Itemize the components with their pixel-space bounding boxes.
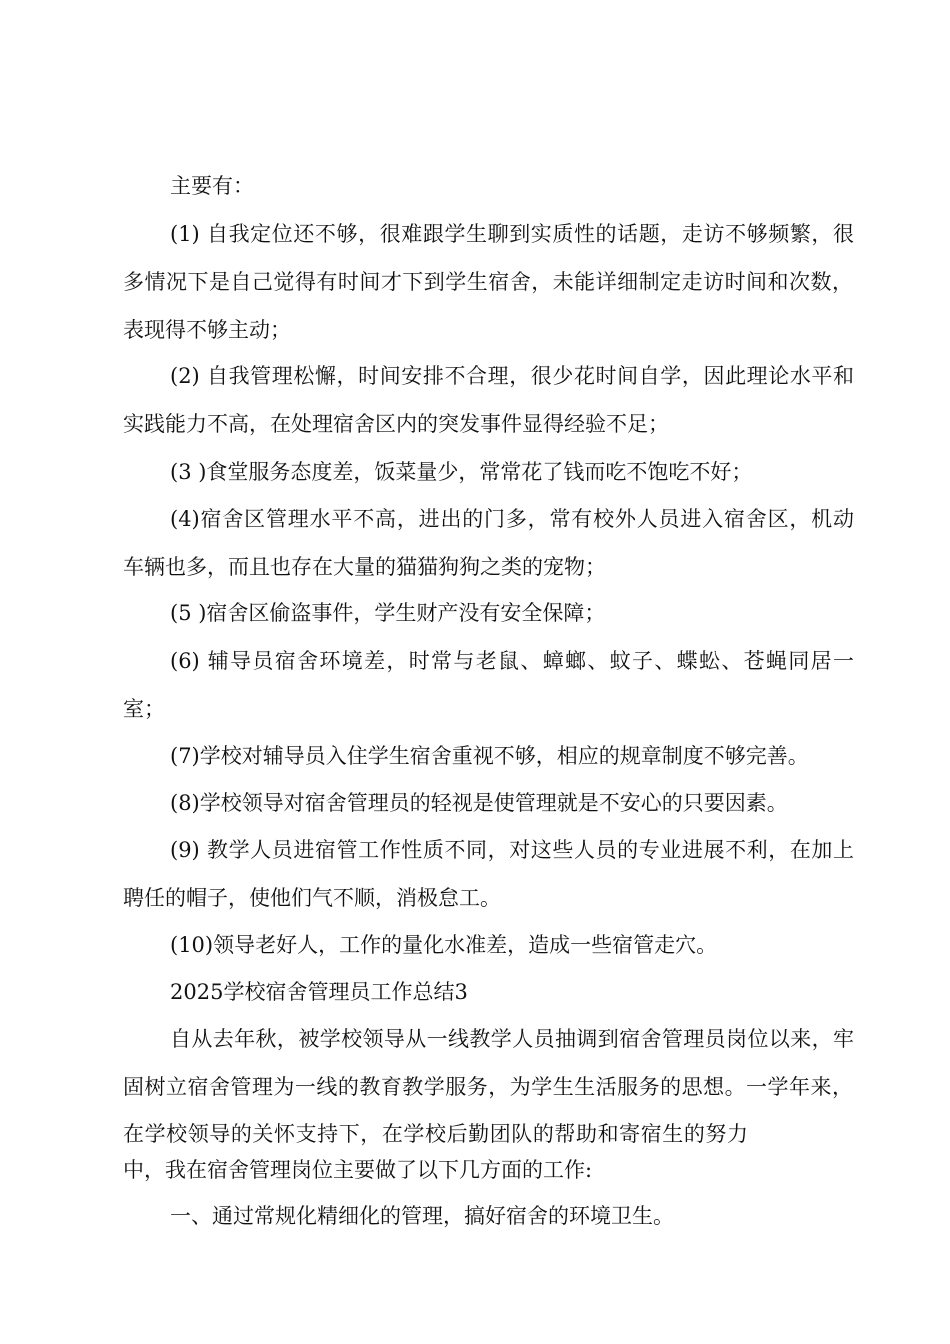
text-line: (5 )宿舍区偷盗事件，学生财产没有安全保障； (170, 601, 606, 625)
text-line: (1) 自我定位还不够，很难跟学生聊到实质性的话题，走访不够频繁，很 (170, 222, 854, 246)
text-line: (3 )食堂服务态度差，饭菜量少，常常花了钱而吃不饱吃不好； (170, 460, 753, 484)
text-line: 中，我在宿舍管理岗位主要做了以下几方面的工作: (123, 1158, 593, 1182)
text-line: 一、通过常规化精细化的管理，搞好宿舍的环境卫生。 (170, 1204, 674, 1228)
text-line: 固树立宿舍管理为一线的教育教学服务，为学生生活服务的思想。一学年来， (123, 1075, 853, 1099)
text-line: (8)学校领导对宿舍管理员的轻视是使管理就是不安心的只要因素。 (170, 791, 788, 815)
text-line: (10)领导老好人，工作的量化水准差，造成一些宿管走穴。 (170, 933, 718, 957)
text-line: 聘任的帽子，使他们气不顺，消极怠工。 (123, 886, 501, 910)
text-line: (7)学校对辅导员入住学生宿舍重视不够，相应的规章制度不够完善。 (170, 744, 809, 768)
text-line: (6) 辅导员宿舍环境差，时常与老鼠、蟑螂、蚊子、蝶蚣、苍蝇同居一 (170, 649, 854, 673)
text-line: 在学校领导的关怀支持下，在学校后勤团队的帮助和寄宿生的努力 (123, 1122, 748, 1146)
text-line: 多情况下是自己觉得有时间才下到学生宿舍，未能详细制定走访时间和次数， (123, 270, 853, 294)
text-line: 主要有： (170, 174, 254, 198)
section-title: 2025学校宿舍管理员工作总结3 (170, 980, 468, 1004)
text-line: (2) 自我管理松懈，时间安排不合理，很少花时间自学，因此理论水平和 (170, 364, 854, 388)
text-line: 车辆也多，而且也存在大量的猫猫狗狗之类的宠物； (123, 555, 606, 579)
text-line: 室； (123, 697, 165, 721)
text-line: (9) 教学人员进宿管工作性质不同，对这些人员的专业进展不利，在加上 (170, 838, 854, 862)
text-line: 表现得不够主动； (123, 318, 291, 342)
text-line: 自从去年秋，被学校领导从一线教学人员抽调到宿舍管理员岗位以来，牢 (170, 1027, 854, 1051)
text-line: (4)宿舍区管理水平不高，进出的门多，常有校外人员进入宿舍区，机动 (170, 507, 854, 531)
text-line: 实践能力不高，在处理宿舍区内的突发事件显得经验不足； (123, 412, 669, 436)
